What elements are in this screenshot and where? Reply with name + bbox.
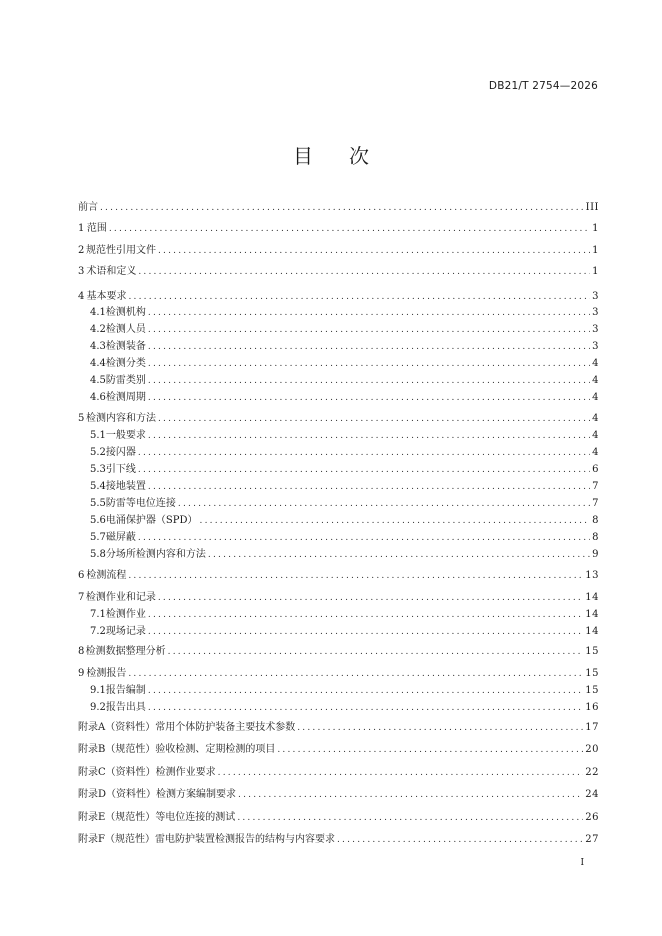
toc-entry-label: 现场记录 bbox=[105, 626, 146, 637]
toc-entry-label: 检测人员 bbox=[105, 324, 146, 335]
toc-entry-label: 检测作业 bbox=[105, 609, 146, 620]
toc-entry-number: 9 bbox=[78, 668, 85, 679]
toc-entry[interactable] bbox=[78, 742, 599, 758]
toc-entry[interactable] bbox=[90, 683, 599, 699]
toc-entry[interactable] bbox=[78, 787, 599, 803]
toc-entry[interactable] bbox=[90, 513, 599, 529]
toc-entry-page: 15 bbox=[585, 646, 599, 657]
toc-entry-number: 9.2 bbox=[90, 702, 106, 713]
toc-entry-page: 7 bbox=[592, 498, 599, 509]
toc-entry-page: 16 bbox=[585, 702, 599, 713]
toc-entry-page: 8 bbox=[592, 515, 599, 526]
toc-entry[interactable] bbox=[90, 445, 599, 461]
toc-entry-number: 5.3 bbox=[90, 464, 106, 475]
toc-entry-page: 14 bbox=[585, 592, 599, 603]
toc-leader-dots bbox=[128, 666, 583, 682]
toc-entry-label: 引下线 bbox=[105, 464, 136, 475]
toc-leader-dots bbox=[148, 607, 583, 623]
toc-leader-dots bbox=[178, 496, 590, 512]
toc-entry-page: 3 bbox=[592, 324, 599, 335]
toc-entry-number: 7 bbox=[78, 592, 85, 603]
toc-entry-page: 24 bbox=[585, 789, 599, 800]
toc-entry-page: 17 bbox=[585, 722, 599, 733]
toc-entry-page: 9 bbox=[592, 549, 599, 560]
toc-leader-dots bbox=[158, 590, 583, 606]
toc-entry[interactable] bbox=[90, 496, 599, 512]
toc-entry-label: 检测流程 bbox=[86, 570, 127, 581]
toc-leader-dots bbox=[129, 289, 591, 305]
toc-entry-label: 检测方案编制要求 bbox=[156, 789, 237, 800]
toc-entry[interactable] bbox=[90, 339, 599, 355]
toc-entry[interactable] bbox=[90, 322, 599, 338]
toc-leader-dots bbox=[337, 832, 583, 848]
toc-title-part1: 目 bbox=[293, 144, 313, 168]
toc-entry-number: 附录D（资料性） bbox=[78, 789, 157, 800]
toc-entry-label: 等电位连接的测试 bbox=[155, 812, 236, 823]
toc-entry-number: 5.7 bbox=[90, 532, 106, 543]
toc-entry-label: 检测内容和方法 bbox=[85, 413, 156, 424]
toc-entry-page: 3 bbox=[592, 341, 599, 352]
toc-title-part2: 次 bbox=[349, 144, 369, 168]
toc-entry[interactable] bbox=[78, 221, 599, 237]
toc-entry-page: 1 bbox=[592, 223, 599, 234]
toc-entry-page: 14 bbox=[585, 609, 599, 620]
toc-leader-dots bbox=[297, 720, 583, 736]
toc-leader-dots bbox=[148, 356, 590, 372]
toc-entry-number: 5 bbox=[78, 413, 85, 424]
toc-entry-number: 9.1 bbox=[90, 685, 106, 696]
toc-entry-label: 术语和定义 bbox=[86, 266, 137, 277]
toc-leader-dots bbox=[148, 373, 590, 389]
toc-entry-number: 附录B（规范性） bbox=[78, 744, 156, 755]
toc-entry-label: 前言 bbox=[78, 202, 98, 213]
toc-leader-dots bbox=[138, 264, 590, 280]
toc-entry-page: 7 bbox=[592, 481, 599, 492]
toc-entry-page: 3 bbox=[592, 291, 599, 302]
document-code: DB21/T 2754—2026 bbox=[488, 80, 598, 92]
toc-entry-number: 5.4 bbox=[90, 481, 106, 492]
toc-leader-dots bbox=[148, 428, 590, 444]
toc-entry[interactable] bbox=[90, 356, 599, 372]
toc-entry-label: 检测机构 bbox=[105, 307, 146, 318]
toc-entry-page: 4 bbox=[592, 392, 599, 403]
toc-entry[interactable] bbox=[90, 479, 599, 495]
toc-entry[interactable] bbox=[78, 666, 599, 682]
toc-entry-number: 附录E（规范性） bbox=[78, 812, 156, 823]
toc-entry-number: 4 bbox=[78, 291, 85, 302]
toc-entry[interactable] bbox=[90, 305, 599, 321]
toc-entry-page: 4 bbox=[592, 447, 599, 458]
toc-entry-label: 防雷类别 bbox=[105, 375, 146, 386]
toc-entry-page: 4 bbox=[592, 413, 599, 424]
toc-entry[interactable] bbox=[90, 607, 599, 623]
toc-entry-page: 27 bbox=[585, 834, 599, 845]
toc-leader-dots bbox=[277, 742, 583, 758]
page-number: I bbox=[580, 858, 584, 868]
toc-entry-number: 6 bbox=[78, 570, 85, 581]
toc-entry[interactable] bbox=[78, 264, 599, 280]
toc-leader-dots bbox=[148, 624, 583, 640]
toc-leader-dots bbox=[138, 530, 590, 546]
toc-entry-page: 15 bbox=[585, 668, 599, 679]
toc-entry[interactable] bbox=[78, 720, 599, 736]
toc-entry-page: III bbox=[585, 202, 599, 213]
toc-entry-label: 检测作业要求 bbox=[155, 767, 216, 778]
toc-entry[interactable] bbox=[90, 530, 599, 546]
toc-entry-number: 3 bbox=[78, 266, 85, 277]
toc-leader-dots bbox=[138, 462, 590, 478]
toc-entry-page: 3 bbox=[592, 307, 599, 318]
toc-entry-label: 报告出具 bbox=[105, 702, 146, 713]
toc-entry-label: 常用个体防护装备主要技术参数 bbox=[155, 722, 296, 733]
toc-entry-label: 基本要求 bbox=[86, 291, 127, 302]
toc-entry-number: 7.1 bbox=[90, 609, 106, 620]
toc-leader-dots bbox=[158, 243, 590, 259]
toc-leader-dots bbox=[237, 810, 583, 826]
toc-entry-number: 附录C（资料性） bbox=[78, 767, 156, 778]
toc-entry-number: 4.1 bbox=[90, 307, 106, 318]
toc-entry-page: 26 bbox=[585, 812, 599, 823]
toc-entry-number: 5.1 bbox=[90, 430, 106, 441]
toc-entry-label: 接闪器 bbox=[105, 447, 136, 458]
toc-entry-page: 20 bbox=[585, 744, 599, 755]
toc-entry-label: 验收检测、定期检测的项目 bbox=[155, 744, 276, 755]
toc-entry-number: 5.2 bbox=[90, 447, 106, 458]
toc-entry[interactable] bbox=[78, 765, 599, 781]
toc-leader-dots bbox=[109, 221, 590, 237]
toc-entry-label: 防雷等电位连接 bbox=[105, 498, 176, 509]
toc-entry[interactable] bbox=[90, 428, 599, 444]
toc-entry-number: 2 bbox=[78, 245, 85, 256]
toc-entry-number: 4.4 bbox=[90, 358, 106, 369]
toc-entry[interactable] bbox=[90, 373, 599, 389]
toc-entry[interactable] bbox=[78, 243, 599, 259]
toc-leader-dots bbox=[148, 305, 590, 321]
toc-leader-dots bbox=[158, 411, 590, 427]
toc-entry-page: 13 bbox=[585, 570, 599, 581]
toc-entry[interactable] bbox=[90, 462, 599, 478]
toc-entry-page: 1 bbox=[592, 266, 599, 277]
toc-entry-label: 检测周期 bbox=[105, 392, 146, 403]
toc-entry-page: 4 bbox=[592, 430, 599, 441]
toc-entry-label: 检测数据整理分析 bbox=[85, 646, 166, 657]
toc-entry-number: 1 bbox=[78, 223, 85, 234]
toc-leader-dots bbox=[100, 200, 584, 216]
toc-leader-dots bbox=[148, 479, 590, 495]
toc-entry-number: 附录A（资料性） bbox=[78, 722, 156, 733]
toc-entry-label: 接地装置 bbox=[105, 481, 146, 492]
toc-entry[interactable] bbox=[90, 624, 599, 640]
toc-entry[interactable] bbox=[78, 832, 599, 848]
toc-entry-number: 5.6 bbox=[90, 515, 106, 526]
toc-entry-number: 附录F（规范性） bbox=[78, 834, 155, 845]
toc-leader-dots bbox=[148, 700, 583, 716]
toc-entry-number: 7.2 bbox=[90, 626, 106, 637]
toc-entry-label: 分场所检测内容和方法 bbox=[105, 549, 206, 560]
toc-entry[interactable] bbox=[78, 568, 599, 584]
toc-leader-dots bbox=[148, 683, 583, 699]
toc-leader-dots bbox=[128, 568, 583, 584]
toc-entry-page: 15 bbox=[585, 685, 599, 696]
toc-leader-dots bbox=[208, 547, 590, 563]
toc-entry-label: 检测分类 bbox=[105, 358, 146, 369]
toc-entry-page: 8 bbox=[592, 532, 599, 543]
toc-leader-dots bbox=[168, 644, 584, 660]
toc-entry-label: 检测作业和记录 bbox=[85, 592, 156, 603]
toc-entry-page: 4 bbox=[592, 375, 599, 386]
toc-leader-dots bbox=[238, 787, 583, 803]
toc-leader-dots bbox=[200, 513, 591, 529]
toc-entry-label: 雷电防护装置检测报告的结构与内容要求 bbox=[154, 834, 335, 845]
toc-entry[interactable] bbox=[78, 200, 599, 216]
toc-entry-number: 5.5 bbox=[90, 498, 106, 509]
toc-entry-label: 检测装备 bbox=[105, 341, 146, 352]
toc-entry[interactable] bbox=[90, 547, 599, 563]
toc-entry[interactable] bbox=[90, 390, 599, 406]
toc-entry-page: 6 bbox=[592, 464, 599, 475]
toc-entry[interactable] bbox=[78, 644, 599, 660]
toc-entry[interactable] bbox=[78, 590, 599, 606]
toc-entry[interactable] bbox=[90, 700, 599, 716]
toc-entry[interactable] bbox=[78, 411, 599, 427]
toc-leader-dots bbox=[218, 765, 584, 781]
toc-entry-number: 5.8 bbox=[90, 549, 106, 560]
toc-entry-label: 规范性引用文件 bbox=[85, 245, 156, 256]
toc-entry-number: 4.2 bbox=[90, 324, 106, 335]
toc-entry-page: 22 bbox=[585, 767, 599, 778]
toc-entry-page: 14 bbox=[585, 626, 599, 637]
toc-entry-label: 一般要求 bbox=[105, 430, 146, 441]
toc-entry-number: 4.6 bbox=[90, 392, 106, 403]
toc-entry[interactable] bbox=[78, 810, 599, 826]
toc-entry-label: 电涌保护器（SPD） bbox=[105, 515, 198, 526]
toc-entry[interactable] bbox=[78, 289, 599, 305]
toc-entry-number: 8 bbox=[78, 646, 85, 657]
toc-entry-label: 报告编制 bbox=[105, 685, 146, 696]
toc-title bbox=[0, 140, 662, 169]
toc-entry-page: 4 bbox=[592, 358, 599, 369]
toc-entry-number: 4.3 bbox=[90, 341, 106, 352]
toc-entry-label: 磁屏蔽 bbox=[105, 532, 136, 543]
toc-leader-dots bbox=[148, 339, 590, 355]
toc-entry-page: 1 bbox=[592, 245, 599, 256]
toc-entry-label: 检测报告 bbox=[86, 668, 127, 679]
toc-entry-label: 范围 bbox=[86, 223, 107, 234]
toc-leader-dots bbox=[148, 390, 590, 406]
toc-entry-number: 4.5 bbox=[90, 375, 106, 386]
toc-leader-dots bbox=[148, 322, 590, 338]
toc-leader-dots bbox=[138, 445, 590, 461]
